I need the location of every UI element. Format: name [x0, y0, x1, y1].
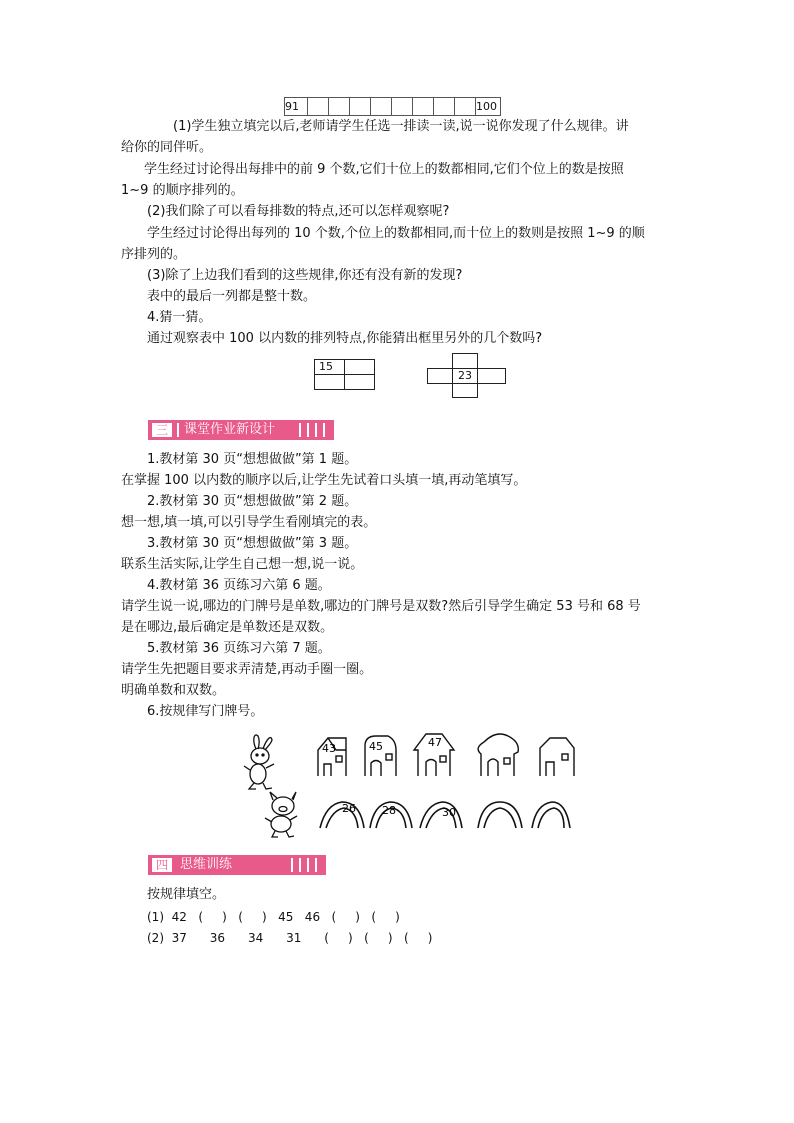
arch-icon: [478, 802, 522, 828]
grid-cell: [427, 368, 453, 384]
paragraph: 1~9 的顺序排列的。: [121, 183, 244, 198]
house-icon: [478, 734, 518, 776]
grid-cell: [452, 353, 478, 369]
banner-stripe: [177, 423, 179, 437]
homework-note: 联系生活实际,让学生自己想一想,说一说。: [121, 557, 364, 572]
row-cell: [350, 98, 371, 116]
house-number: 45: [369, 740, 383, 753]
homework-note: 请学生说一说,哪边的门牌号是单数,哪边的门牌号是双数?然后引导学生确定 53 号和 68 号: [121, 599, 641, 614]
homework-note: 请学生先把题目要求弄清楚,再动手圈一圈。: [121, 662, 373, 677]
number-row-table: [284, 97, 501, 116]
section-title: 思维训练: [180, 857, 233, 872]
grid-cell: [477, 368, 506, 384]
homework-item: 2.教材第 30 页“想想做做”第 2 题。: [147, 494, 358, 509]
section-banner-3: [148, 420, 334, 440]
paragraph: 4.猜一猜。: [147, 310, 212, 325]
section-number: 三: [151, 422, 173, 438]
grid-cell: [314, 374, 345, 390]
section-banner-4: [148, 855, 326, 875]
banner-stripe: [315, 858, 317, 872]
banner-stripe: [299, 858, 301, 872]
section-number: 四: [151, 857, 173, 873]
paragraph: 序排列的。: [121, 247, 187, 262]
grid-cell-15: 15: [314, 359, 345, 375]
rabbit-icon: [244, 735, 274, 789]
house-number-illustration: [236, 728, 586, 840]
row-cell: [392, 98, 413, 116]
grid-cell: [344, 359, 375, 375]
homework-note: 想一想,填一填,可以引导学生看刚填完的表。: [121, 515, 377, 530]
homework-note: 明确单数和双数。: [121, 683, 226, 698]
arch-number: 26: [342, 802, 356, 815]
paragraph: 给你的同伴听。: [121, 140, 213, 155]
banner-stripe: [307, 858, 309, 872]
homework-item: 4.教材第 36 页练习六第 6 题。: [147, 578, 331, 593]
arch-number: 30: [442, 806, 456, 819]
homework-note: 是在哪边,最后确定是单数还是双数。: [121, 620, 334, 635]
homework-note: 在掌握 100 以内数的顺序以后,让学生先试着口头填一填,再动笔填写。: [121, 473, 527, 488]
homework-item: 5.教材第 36 页练习六第 7 题。: [147, 641, 331, 656]
row-cell: [455, 98, 476, 116]
row-cell: [371, 98, 392, 116]
section-title: 课堂作业新设计: [184, 422, 276, 437]
paragraph: (1)学生独立填完以后,老师请学生任选一排读一读,说一说你发现了什么规律。讲: [173, 119, 629, 134]
house-number: 47: [428, 736, 442, 749]
banner-stripe: [299, 423, 301, 437]
arch-number: 28: [382, 804, 396, 817]
row-cell: [329, 98, 350, 116]
paragraph: 通过观察表中 100 以内数的排列特点,你能猜出框里另外的几个数吗?: [147, 331, 543, 346]
house-icon: [540, 738, 574, 776]
grid-cell: [452, 383, 478, 398]
exercise-intro: 按规律填空。: [147, 887, 226, 902]
homework-item: 1.教材第 30 页“想想做做”第 1 题。: [147, 452, 358, 467]
paragraph: 表中的最后一列都是整十数。: [147, 289, 317, 304]
pig-icon: [265, 792, 297, 837]
banner-stripe: [323, 423, 325, 437]
paragraph: (3)除了上边我们看到的这些规律,你还有没有新的发现?: [147, 268, 463, 283]
row-cell: [413, 98, 434, 116]
paragraph: (2)我们除了可以看每排数的特点,还可以怎样观察呢?: [147, 204, 450, 219]
house-number: 43: [322, 742, 336, 755]
row-cell-last: 100: [476, 98, 501, 116]
homework-item: 3.教材第 30 页“想想做做”第 3 题。: [147, 536, 358, 551]
exercise-row-2: (2) 37 36 34 31 ( ) ( ) ( ): [147, 931, 433, 945]
homework-item: 6.按规律写门牌号。: [147, 704, 264, 719]
paragraph: 学生经过讨论得出每列的 10 个数,个位上的数都相同,而十位上的数则是按照 1~9 的顺: [147, 226, 645, 241]
row-cell: [434, 98, 455, 116]
exercise-row-1: (1) 42 ( ) ( ) 45 46 ( ) ( ): [147, 910, 400, 924]
banner-stripe: [315, 423, 317, 437]
row-cell: [308, 98, 329, 116]
grid-cell: [344, 374, 375, 390]
paragraph: 学生经过讨论得出每排中的前 9 个数,它们十位上的数都相同,它们个位上的数是按照: [144, 162, 624, 177]
arch-icon: [532, 802, 570, 828]
grid-cell-23: 23: [452, 368, 478, 384]
banner-stripe: [291, 858, 293, 872]
banner-stripe: [307, 423, 309, 437]
row-cell-first: 91: [285, 98, 308, 116]
